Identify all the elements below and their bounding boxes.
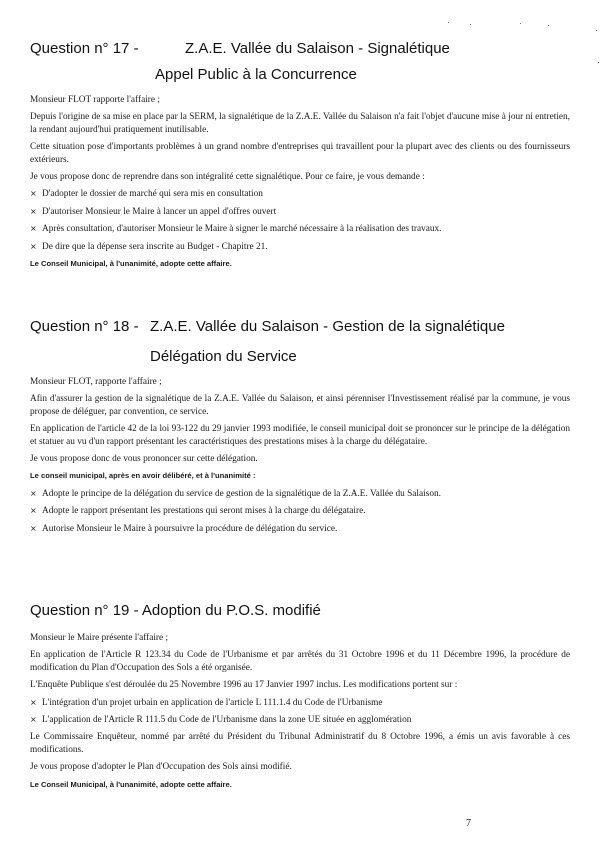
q17-subtitle: Appel Public à la Concurrence [155,66,357,83]
bullet-cross-icon: × [30,189,37,199]
q17-decision: Le Conseil Municipal, à l'unanimité, adopte cette affaire. [30,259,232,269]
q18-bullet-text: Autorise Monsieur le Maire à poursuivre la procédure de délégation du service. [42,523,338,534]
q19-heading [30,602,590,622]
q17-bullet-text: D'adopter le dossier de marché qui sera mis en consultation [42,189,263,200]
q17-bullet-item [30,223,570,235]
q18-decision: Le conseil municipal, après en avoir délibéré, et à l'unanimité : [30,471,256,481]
q17-heading [30,40,590,84]
q17-bullet-item [30,206,570,218]
q18-paragraph: Monsieur FLOT, rapporte l'affaire ; [30,377,162,387]
q18-bullet-item [30,488,570,500]
q18-number: Question n° 18 - [30,318,139,335]
page-number: 7 [466,818,471,829]
q17-paragraph: Monsieur FLOT rapporte l'affaire ; [30,95,160,105]
scan-speck [448,22,449,23]
q17-paragraph: Je vous propose donc de reprendre dans son intégralité cette signalétique. Pour ce faire, je vous demande : [30,172,425,183]
q17-bullet-text: Après consultation, d'autoriser Monsieur le Maire à signer le marché nécessaire à la réalisation des travaux. [42,224,442,235]
q19-paragraph: Le Commissaire Enquêteur, nommé par arrêté du Président du Tribunal Administratif du 8 Octobre 1996, a émis un avis favorable à ces modifications. [30,732,570,755]
q19-bullet-item [30,714,570,726]
scan-speck [548,25,549,26]
bullet-cross-icon: × [30,715,37,725]
scan-speck [470,24,471,25]
q17-bullet-text: De dire que la dépense sera inscrite au Budget - Chapitre 21. [42,241,268,252]
bullet-cross-icon: × [30,523,37,533]
q19-body [30,632,570,796]
bullet-cross-icon: × [30,224,37,234]
q19-paragraph: L'Enquête Publique s'est déroulée du 25 Novembre 1996 au 17 Janvier 1997 inclus. Les modifications portent sur : [30,680,458,691]
bullet-cross-icon: × [30,697,37,707]
q17-paragraph: Depuis l'origine de sa mise en place par la SERM, la signalétique de la Z.A.E. Vallée du Salaison n'a fait l'objet d'aucune mise à jour ni entretien, la rendant aujourd'hui pratiquement inutilisable. [30,112,570,135]
q18-subtitle: Délégation du Service [150,348,297,365]
q18-paragraph: Afin d'assurer la gestion de la signalétique de la Z.A.E. Vallée du Salaison, et ainsi pérenniser l'Investissement réalisé par la commune, je vous propose de déléguer, par convention, ce service. [30,394,570,417]
q18-paragraph: En application de l'article 42 de la loi 93-122 du 29 janvier 1993 modifiée, le conseil municipal doit se prononcer sur le principe de la délégation et statuer au vu d'un rapport présentant les caractéristiques des prestations mises à la charge du délégataire. [30,424,570,447]
bullet-cross-icon: × [30,241,37,251]
q19-heading-text: Question n° 19 - Adoption du P.O.S. modifié [30,602,321,619]
q19-decision: Le Conseil Municipal, à l'unanimité, adopte cette affaire. [30,779,232,789]
q19-bullet-item [30,697,570,709]
scan-speck [598,62,599,63]
q19-bullet-text: L'intégration d'un projet urbain en application de l'article L 111.1.4 du Code de l'Urbanisme [42,697,383,708]
bullet-cross-icon: × [30,506,37,516]
q17-number: Question n° 17 - [30,40,139,57]
q17-title: Z.A.E. Vallée du Salaison - Signalétique [185,40,450,57]
q18-bullet-item [30,523,570,535]
scan-speck [520,23,521,24]
q19-paragraph: Je vous propose d'adopter le Plan d'Occupation des Sols ainsi modifié. [30,762,292,773]
scan-speck [596,30,597,31]
q18-bullet-item [30,505,570,517]
q17-bullet-item [30,188,570,200]
q18-paragraph: Je vous propose donc de vous prononcer sur cette délégation. [30,454,258,465]
q18-bullet-text: Adopte le rapport présentant les prestations qui seront mises à la charge du délégataire. [42,506,366,517]
q18-body [30,376,570,540]
q17-body [30,94,570,275]
q19-paragraph: En application de l'Article R 123.34 du Code de l'Urbanisme et par arrêtés du 31 Octobre 1996 et du 11 Décembre 1996, la procédure de modification du Plan d'Occupation des Sols a été organisée. [30,650,570,673]
q18-title: Z.A.E. Vallée du Salaison - Gestion de la signalétique [150,318,505,335]
q17-bullet-text: D'autoriser Monsieur le Maire à lancer un appel d'offres ouvert [42,206,277,217]
q18-heading [30,318,590,366]
bullet-cross-icon: × [30,206,37,216]
q17-paragraph: Cette situation pose d'importants problèmes à un grand nombre d'entreprises qui travaillent pour la plupart avec des clients ou des fournisseurs extérieurs. [30,142,570,165]
q17-bullet-item [30,241,570,253]
q19-bullet-text: L'application de l'Article R 111.5 du Code de l'Urbanisme dans la zone UE située en agglomération [42,715,412,726]
q18-bullet-text: Adopte le principe de la délégation du service de gestion de la signalétique de la Z.A.E. Vallée du Salaison. [42,488,441,499]
q19-paragraph: Monsieur le Maire présente l'affaire ; [30,633,169,643]
bullet-cross-icon: × [30,488,37,498]
